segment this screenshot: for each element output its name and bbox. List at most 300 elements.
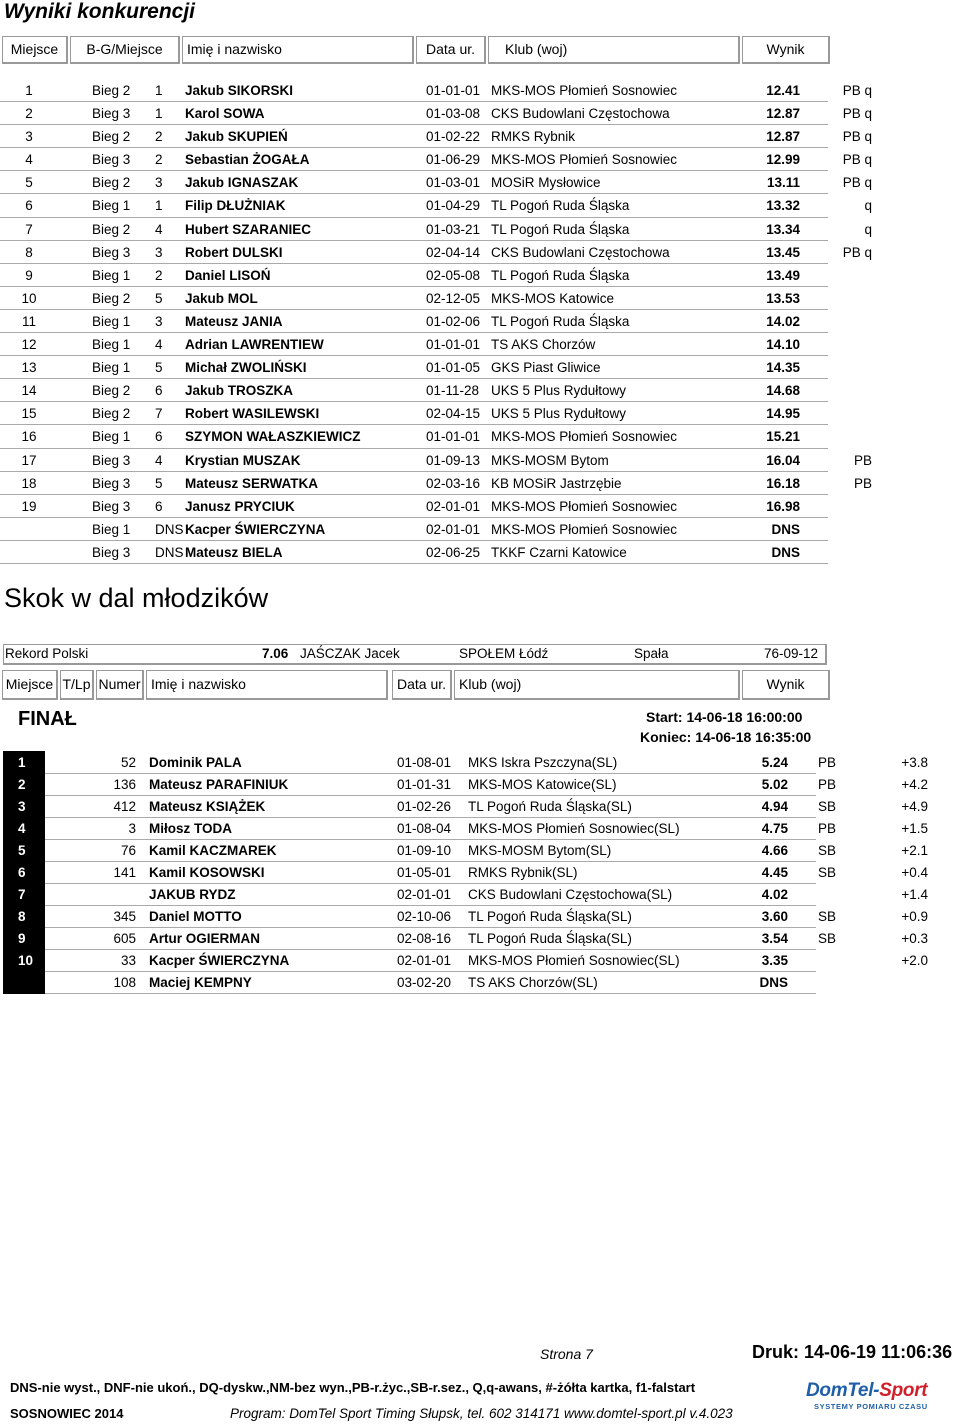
place-cell: 16 bbox=[21, 429, 37, 445]
birth-date: 01-01-31 bbox=[397, 777, 452, 792]
bib-number: 605 bbox=[113, 931, 136, 946]
lane-cell: 5 bbox=[155, 475, 163, 491]
table-row bbox=[0, 884, 940, 906]
lane-cell: 4 bbox=[155, 452, 163, 468]
birth-date: 01-06-29 bbox=[426, 152, 481, 168]
place-cell: 9 bbox=[18, 931, 26, 946]
logo-accent: Sport bbox=[879, 1380, 928, 1401]
results-header bbox=[0, 36, 830, 64]
place-cell: 1 bbox=[18, 755, 26, 770]
athlete-name: Michał ZWOLIŃSKI bbox=[185, 360, 307, 376]
heat-cell: Bieg 3 bbox=[92, 152, 131, 168]
club-name: RMKS Rybnik(SL) bbox=[468, 865, 578, 880]
birth-date: 02-10-06 bbox=[397, 909, 452, 924]
club-name: GKS Piast Gliwice bbox=[491, 360, 601, 376]
result-value: 14.68 bbox=[766, 383, 800, 399]
birth-date: 02-04-15 bbox=[426, 406, 481, 422]
header-heat: B-G/Miejsce bbox=[70, 36, 180, 64]
place-cell: 6 bbox=[18, 865, 26, 880]
record-value: 7.06 bbox=[262, 646, 289, 661]
result-value: DNS bbox=[771, 521, 800, 537]
lane-cell: 3 bbox=[155, 244, 163, 260]
club-name: MKS-MOS Płomień Sosnowiec(SL) bbox=[468, 821, 680, 836]
result-value: 4.75 bbox=[761, 821, 788, 836]
result-value: 4.94 bbox=[761, 799, 788, 814]
page-number: Strona 7 bbox=[540, 1346, 593, 1362]
heat-cell: Bieg 1 bbox=[92, 198, 131, 214]
table-row bbox=[0, 928, 940, 950]
table-row bbox=[0, 218, 872, 241]
lane-cell: 5 bbox=[155, 290, 163, 306]
timing-info bbox=[640, 707, 811, 747]
wind-value: +0.4 bbox=[901, 865, 928, 880]
athlete-name: Sebastian ŻOGAŁA bbox=[185, 152, 310, 168]
table-row bbox=[0, 264, 828, 287]
athlete-name: Jakub MOL bbox=[185, 290, 258, 306]
table-row bbox=[0, 862, 940, 884]
wind-value: +1.5 bbox=[901, 821, 928, 836]
birth-date: 01-01-01 bbox=[426, 83, 481, 98]
lane-cell: 1 bbox=[155, 198, 163, 214]
club-name: TL Pogoń Ruda Śląska(SL) bbox=[468, 909, 632, 924]
place-cell: 19 bbox=[21, 498, 37, 514]
heat-cell: Bieg 2 bbox=[92, 221, 131, 237]
lane-cell: 3 bbox=[155, 313, 163, 329]
table-row bbox=[0, 818, 940, 840]
result-note: SB bbox=[818, 799, 837, 814]
header2-name: Imię i nazwisko bbox=[146, 670, 388, 700]
table-row bbox=[0, 796, 940, 818]
record-place: Spała bbox=[634, 646, 669, 661]
birth-date: 02-01-01 bbox=[397, 953, 452, 968]
city-year: SOSNOWIEC 2014 bbox=[10, 1406, 124, 1421]
athlete-name: Mateusz JANIA bbox=[185, 313, 283, 329]
result-value: 4.02 bbox=[761, 887, 788, 902]
result-note: SB bbox=[818, 865, 837, 880]
table-row bbox=[0, 356, 828, 379]
place-cell: 2 bbox=[18, 777, 26, 792]
record-label: Rekord Polski bbox=[5, 646, 89, 661]
result-value: 16.98 bbox=[766, 498, 800, 514]
result-note: SB bbox=[818, 909, 837, 924]
lane-cell: 3 bbox=[155, 175, 163, 191]
result-value: DNS bbox=[759, 975, 788, 990]
header2-heat: T/Lp bbox=[60, 670, 94, 700]
result-value: 12.41 bbox=[766, 83, 800, 98]
club-name: UKS 5 Plus Rydułtowy bbox=[491, 406, 627, 422]
place-cell: 7 bbox=[25, 221, 33, 237]
place-cell: 4 bbox=[25, 152, 33, 168]
athlete-name: Kamil KOSOWSKI bbox=[149, 865, 265, 880]
lane-cell: 5 bbox=[155, 360, 163, 376]
record-club: SPOŁEM Łódź bbox=[459, 646, 549, 661]
heat-cell: Bieg 2 bbox=[92, 383, 131, 399]
logo-main: DomTel- bbox=[806, 1380, 880, 1401]
header2-club: Klub (woj) bbox=[454, 670, 740, 700]
result-value: 4.45 bbox=[761, 865, 788, 880]
table-row bbox=[0, 402, 828, 425]
place-cell: 5 bbox=[18, 843, 26, 858]
athlete-name: Hubert SZARANIEC bbox=[185, 221, 312, 237]
table-row bbox=[0, 518, 828, 541]
table-row bbox=[0, 840, 940, 862]
athlete-name: Robert DULSKI bbox=[185, 244, 283, 260]
result-value: 14.95 bbox=[766, 406, 800, 422]
result-note: PB bbox=[818, 755, 837, 770]
club-name: MOSiR Mysłowice bbox=[491, 175, 601, 191]
heat-cell: Bieg 1 bbox=[92, 521, 131, 537]
table-row bbox=[0, 950, 940, 972]
place-cell: 14 bbox=[21, 383, 37, 399]
result-note: SB bbox=[818, 843, 837, 858]
birth-date: 01-08-01 bbox=[397, 755, 452, 770]
result-value: 14.35 bbox=[766, 360, 800, 376]
result-note: q bbox=[864, 221, 872, 237]
result-value: 14.10 bbox=[766, 337, 800, 353]
result-note: PB q bbox=[842, 106, 872, 122]
athlete-name: Kacper ŚWIERCZYNA bbox=[185, 521, 326, 537]
results-table-2 bbox=[0, 752, 940, 994]
club-name: KB MOSiR Jastrzębie bbox=[491, 475, 622, 491]
result-note: PB q bbox=[842, 129, 872, 145]
table-row bbox=[0, 425, 828, 448]
table-row bbox=[0, 449, 872, 472]
result-value: 12.87 bbox=[766, 106, 800, 122]
athlete-name: JAKUB RYDZ bbox=[149, 887, 236, 902]
athlete-name: Krystian MUSZAK bbox=[185, 452, 301, 468]
lane-cell: 2 bbox=[155, 152, 163, 168]
birth-date: 02-04-14 bbox=[426, 244, 481, 260]
print-date: Druk: 14-06-19 11:06:36 bbox=[752, 1342, 953, 1362]
club-name: CKS Budowlani Częstochowa bbox=[491, 106, 670, 122]
domtel-logo bbox=[806, 1380, 956, 1420]
club-name: RMKS Rybnik bbox=[491, 129, 576, 145]
record-date: 76-09-12 bbox=[764, 646, 819, 661]
table-row bbox=[0, 972, 940, 994]
result-value: 5.24 bbox=[761, 755, 788, 770]
club-name: MKS-MOS Płomień Sosnowiec bbox=[491, 152, 678, 168]
athlete-name: Daniel MOTTO bbox=[149, 909, 242, 924]
athlete-name: SZYMON WAŁASZKIEWICZ bbox=[185, 429, 361, 445]
wind-value: +2.1 bbox=[901, 843, 928, 858]
bib-number: 141 bbox=[113, 865, 136, 880]
club-name: MKS-MOS Płomień Sosnowiec(SL) bbox=[468, 953, 680, 968]
start-time: Start: 14-06-18 16:00:00 bbox=[646, 709, 803, 725]
result-value: 12.99 bbox=[766, 152, 800, 168]
header2-result: Wynik bbox=[742, 670, 830, 700]
wind-value: +0.9 bbox=[901, 909, 928, 924]
result-value: 12.87 bbox=[766, 129, 800, 145]
table-row bbox=[0, 752, 940, 774]
club-name: MKS-MOSM Bytom bbox=[491, 452, 609, 468]
athlete-name: Dominik PALA bbox=[149, 755, 242, 770]
athlete-name: Robert WASILEWSKI bbox=[185, 406, 320, 422]
place-cell: 5 bbox=[25, 175, 33, 191]
lane-cell: 6 bbox=[155, 429, 163, 445]
club-name: TKKF Czarni Katowice bbox=[491, 544, 627, 560]
heat-cell: Bieg 2 bbox=[92, 83, 131, 98]
wind-value: +4.9 bbox=[901, 799, 928, 814]
heat-cell: Bieg 3 bbox=[92, 106, 131, 122]
birth-date: 01-03-08 bbox=[426, 106, 481, 122]
athlete-name: Janusz PRYCIUK bbox=[185, 498, 295, 514]
result-note: PB q bbox=[842, 175, 872, 191]
result-note: PB bbox=[853, 452, 872, 468]
result-value: 13.45 bbox=[766, 244, 800, 260]
result-value: 15.21 bbox=[766, 429, 800, 445]
result-value: 3.54 bbox=[761, 931, 788, 946]
lane-cell: 7 bbox=[155, 406, 163, 422]
club-name: TL Pogoń Ruda Śląska(SL) bbox=[468, 931, 632, 946]
table-row bbox=[0, 171, 872, 194]
header-name: Imię i nazwisko bbox=[182, 36, 414, 64]
club-name: TL Pogoń Ruda Śląska bbox=[491, 267, 630, 283]
club-name: TL Pogoń Ruda Śląska bbox=[491, 313, 630, 329]
result-value: 3.60 bbox=[761, 909, 788, 924]
birth-date: 02-01-01 bbox=[426, 498, 481, 514]
result-value: 13.49 bbox=[766, 267, 800, 283]
birth-date: 02-12-05 bbox=[426, 290, 481, 306]
result-note: PB q bbox=[842, 244, 872, 260]
birth-date: 01-02-22 bbox=[426, 129, 481, 145]
bib-number: 345 bbox=[113, 909, 136, 924]
bib-number: 52 bbox=[120, 755, 136, 770]
athlete-name: Kacper ŚWIERCZYNA bbox=[149, 953, 290, 968]
bib-number: 33 bbox=[120, 953, 136, 968]
birth-date: 02-03-16 bbox=[426, 475, 481, 491]
table-row bbox=[0, 906, 940, 928]
athlete-name: Jakub SKUPIEŃ bbox=[185, 129, 288, 145]
end-time: Koniec: 14-06-18 16:35:00 bbox=[640, 729, 812, 745]
athlete-name: Maciej KEMPNY bbox=[149, 975, 252, 990]
birth-date: 02-08-16 bbox=[397, 931, 452, 946]
table-row bbox=[0, 379, 828, 402]
birth-date: 03-02-20 bbox=[397, 975, 452, 990]
result-value: 3.35 bbox=[761, 953, 788, 968]
heat-cell: Bieg 1 bbox=[92, 313, 131, 329]
wind-value: +3.8 bbox=[901, 755, 928, 770]
table-row bbox=[0, 287, 828, 310]
birth-date: 01-08-04 bbox=[397, 821, 452, 836]
lane-cell: 2 bbox=[155, 129, 163, 145]
bib-number: 136 bbox=[113, 777, 136, 792]
header-club: Klub (woj) bbox=[488, 36, 740, 64]
wind-value: +4.2 bbox=[901, 777, 928, 792]
athlete-name: Mateusz PARAFINIUK bbox=[149, 777, 289, 792]
legend: DNS-nie wyst., DNF-nie ukoń., DQ-dyskw.,NM-bez wyn.,PB-r.życ.,SB-r.sez., Q,q-awans, #-żółta kartka, f1-falstart bbox=[10, 1380, 696, 1395]
header2-date: Data ur. bbox=[392, 670, 452, 700]
birth-date: 01-09-10 bbox=[397, 843, 452, 858]
athlete-name: Mateusz KSIĄŻEK bbox=[149, 799, 266, 814]
athlete-name: Jakub TROSZKA bbox=[185, 383, 294, 399]
lane-cell: 1 bbox=[155, 106, 163, 122]
header2-bib: Numer bbox=[96, 670, 144, 700]
birth-date: 01-02-26 bbox=[397, 799, 452, 814]
heat-cell: Bieg 1 bbox=[92, 337, 131, 353]
lane-cell: DNS bbox=[155, 544, 184, 560]
club-name: MKS-MOS Płomień Sosnowiec bbox=[491, 429, 678, 445]
birth-date: 01-09-13 bbox=[426, 452, 481, 468]
birth-date: 02-01-01 bbox=[426, 521, 481, 537]
club-name: MKS-MOS Katowice bbox=[491, 290, 615, 306]
birth-date: 01-02-06 bbox=[426, 313, 481, 329]
table-row bbox=[0, 774, 940, 796]
birth-date: 01-11-28 bbox=[426, 383, 480, 399]
result-note: PB q bbox=[842, 83, 872, 98]
result-value: 16.04 bbox=[766, 452, 800, 468]
club-name: TL Pogoń Ruda Śląska bbox=[491, 221, 630, 237]
result-value: 5.02 bbox=[761, 777, 788, 792]
header-place: Miejsce bbox=[2, 36, 68, 64]
heat-cell: Bieg 2 bbox=[92, 290, 131, 306]
place-cell: 15 bbox=[21, 406, 37, 422]
club-name: MKS-MOS Katowice(SL) bbox=[468, 777, 617, 792]
club-name: MKS-MOS Płomień Sosnowiec bbox=[491, 83, 678, 98]
athlete-name: Filip DŁUŻNIAK bbox=[185, 198, 286, 214]
heat-cell: Bieg 2 bbox=[92, 406, 131, 422]
place-cell: 3 bbox=[25, 129, 33, 145]
lane-cell: 6 bbox=[155, 383, 163, 399]
club-name: CKS Budowlani Częstochowa bbox=[491, 244, 670, 260]
club-name: MKS-MOS Płomień Sosnowiec bbox=[491, 498, 678, 514]
bib-number: 412 bbox=[113, 799, 136, 814]
heat-cell: Bieg 3 bbox=[92, 244, 131, 260]
result-value: 13.34 bbox=[766, 221, 800, 237]
table-row bbox=[0, 148, 872, 171]
heat-cell: Bieg 3 bbox=[92, 475, 131, 491]
place-cell: 8 bbox=[18, 909, 26, 924]
athlete-name: Mateusz BIELA bbox=[185, 544, 283, 560]
table-row bbox=[0, 241, 872, 264]
table-row bbox=[0, 495, 828, 518]
place-cell: 18 bbox=[21, 475, 37, 491]
birth-date: 01-01-01 bbox=[426, 429, 481, 445]
record-row bbox=[3, 644, 827, 665]
table-row bbox=[0, 194, 872, 217]
club-name: MKS-MOS Płomień Sosnowiec bbox=[491, 521, 678, 537]
result-value: 13.11 bbox=[766, 175, 800, 191]
birth-date: 02-06-25 bbox=[426, 544, 481, 560]
bib-number: 3 bbox=[128, 821, 136, 836]
athlete-name: Adrian LAWRENTIEW bbox=[185, 337, 324, 353]
heat-cell: Bieg 3 bbox=[92, 498, 131, 514]
wind-value: +2.0 bbox=[901, 953, 928, 968]
athlete-name: Karol SOWA bbox=[185, 106, 265, 122]
table-row bbox=[0, 102, 872, 125]
heat-cell: Bieg 3 bbox=[92, 452, 131, 468]
place-cell: 3 bbox=[18, 799, 26, 814]
result-note: SB bbox=[818, 931, 837, 946]
table-row bbox=[0, 333, 828, 356]
club-name: MKS-MOSM Bytom(SL) bbox=[468, 843, 612, 858]
section-title: Wyniki konkurencji bbox=[4, 0, 195, 23]
place-cell: 13 bbox=[21, 360, 37, 376]
athlete-name: Miłosz TODA bbox=[149, 821, 233, 836]
result-value: DNS bbox=[771, 544, 800, 560]
birth-date: 02-01-01 bbox=[397, 887, 452, 902]
athlete-name: Mateusz SERWATKA bbox=[185, 475, 319, 491]
table-row bbox=[0, 472, 872, 495]
lane-cell: 2 bbox=[155, 267, 163, 283]
wind-value: +1.4 bbox=[901, 887, 928, 902]
table-row bbox=[0, 125, 872, 148]
place-cell: 1 bbox=[25, 83, 33, 98]
heat-cell: Bieg 2 bbox=[92, 129, 131, 145]
heat-cell: Bieg 3 bbox=[92, 544, 131, 560]
lane-cell: 4 bbox=[155, 337, 163, 353]
result-note: PB bbox=[818, 777, 837, 792]
bib-number: 108 bbox=[113, 975, 136, 990]
birth-date: 01-03-21 bbox=[426, 221, 481, 237]
heat-cell: Bieg 1 bbox=[92, 429, 131, 445]
final-label: FINAŁ bbox=[18, 708, 77, 730]
athlete-name: Jakub IGNASZAK bbox=[185, 175, 299, 191]
table-row bbox=[0, 310, 828, 333]
header-date: Data ur. bbox=[416, 36, 486, 64]
place-cell: 4 bbox=[18, 821, 26, 836]
program-info: Program: DomTel Sport Timing Słupsk, tel. 602 314171 www.domtel-sport.pl v.4.023 bbox=[230, 1406, 733, 1421]
athlete-name: Jakub SIKORSKI bbox=[185, 83, 294, 98]
result-value: 13.32 bbox=[766, 198, 800, 214]
bib-number: 76 bbox=[120, 843, 136, 858]
header-result: Wynik bbox=[742, 36, 830, 64]
place-cell: 9 bbox=[25, 267, 33, 283]
logo-subtitle: SYSTEMY POMIARU CZASU bbox=[814, 1402, 928, 1411]
birth-date: 01-01-05 bbox=[426, 360, 481, 376]
club-name: TL Pogoń Ruda Śląska bbox=[491, 198, 630, 214]
results-table-1 bbox=[0, 79, 880, 564]
place-cell: 12 bbox=[21, 337, 37, 353]
results-header-2 bbox=[0, 670, 830, 700]
heat-cell: Bieg 2 bbox=[92, 175, 131, 191]
place-cell: 10 bbox=[21, 290, 37, 306]
lane-cell: 4 bbox=[155, 221, 163, 237]
heat-cell: Bieg 1 bbox=[92, 267, 131, 283]
birth-date: 01-05-01 bbox=[397, 865, 452, 880]
lane-cell: 6 bbox=[155, 498, 163, 514]
result-value: 14.02 bbox=[766, 313, 800, 329]
result-note: q bbox=[864, 198, 872, 214]
athlete-name: Kamil KACZMAREK bbox=[149, 843, 277, 858]
place-cell: 11 bbox=[21, 313, 36, 329]
table-row bbox=[0, 541, 828, 564]
result-note: PB bbox=[853, 475, 872, 491]
result-value: 13.53 bbox=[766, 290, 800, 306]
place-cell: 2 bbox=[25, 106, 33, 122]
result-value: 4.66 bbox=[761, 843, 788, 858]
club-name: TS AKS Chorzów(SL) bbox=[468, 975, 598, 990]
event-title: Skok w dal młodzików bbox=[4, 583, 269, 613]
birth-date: 01-03-01 bbox=[426, 175, 481, 191]
lane-cell: 1 bbox=[155, 83, 163, 98]
birth-date: 02-05-08 bbox=[426, 267, 481, 283]
place-cell: 8 bbox=[25, 244, 33, 260]
club-name: MKS Iskra Pszczyna(SL) bbox=[468, 755, 618, 770]
header2-place: Miejsce bbox=[2, 670, 58, 700]
athlete-name: Artur OGIERMAN bbox=[149, 931, 260, 946]
club-name: CKS Budowlani Częstochowa(SL) bbox=[468, 887, 673, 902]
place-cell: 17 bbox=[21, 452, 37, 468]
club-name: TL Pogoń Ruda Śląska(SL) bbox=[468, 799, 632, 814]
heat-cell: Bieg 1 bbox=[92, 360, 131, 376]
place-cell: 10 bbox=[18, 953, 34, 968]
lane-cell: DNS bbox=[155, 521, 184, 537]
birth-date: 01-04-29 bbox=[426, 198, 481, 214]
table-row bbox=[0, 79, 872, 102]
result-value: 16.18 bbox=[766, 475, 800, 491]
place-cell: 7 bbox=[18, 887, 26, 902]
place-cell: 6 bbox=[25, 198, 33, 214]
